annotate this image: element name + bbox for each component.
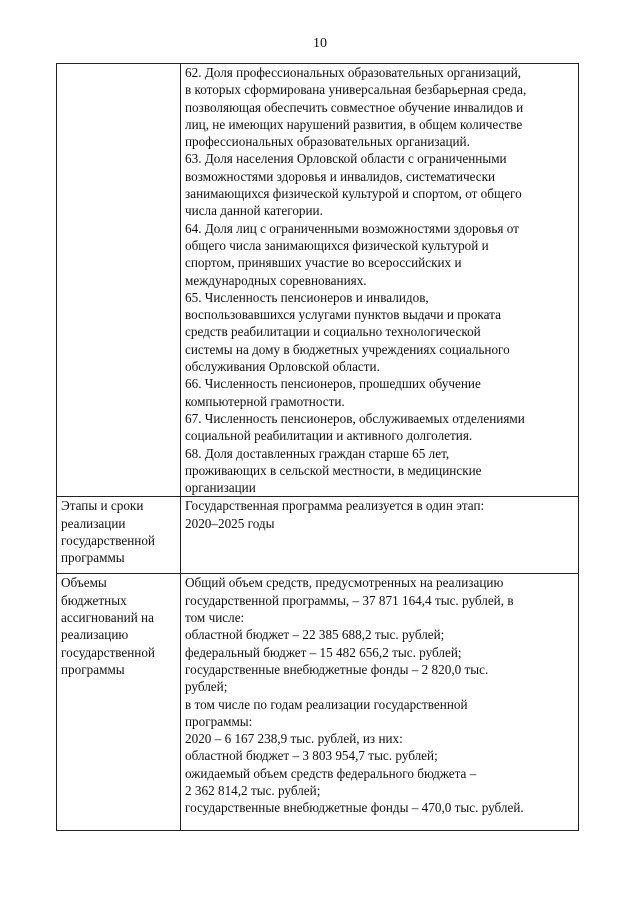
text-line: системы на дому в бюджетных учреждениях социального	[185, 341, 510, 357]
text-line: федеральный бюджет – 15 482 656,2 тыс. рублей;	[185, 644, 462, 660]
label-line: программы	[61, 550, 125, 566]
text-line: областной бюджет – 22 385 688,2 тыс. рублей;	[185, 627, 445, 643]
text-line: 66. Численность пенсионеров, прошедших обучение	[185, 376, 481, 392]
table-row-stages	[57, 497, 579, 574]
text-line: профессиональных образовательных организаций.	[185, 134, 470, 150]
text-line: в которых сформирована универсальная безбарьерная среда,	[185, 82, 527, 98]
text-line: международных соревнованиях.	[185, 272, 367, 288]
stages-label-cell	[57, 497, 181, 574]
label-line: ассигнований на	[61, 610, 154, 626]
funding-content-cell	[181, 574, 579, 831]
text-line: областной бюджет – 3 803 954,7 тыс. рублей;	[185, 748, 438, 764]
label-line: государственной	[61, 644, 155, 660]
row-label-cell-empty	[57, 64, 181, 497]
text-line: компьютерной грамотности.	[185, 393, 345, 409]
text-line: 2020–2025 годы	[185, 515, 275, 531]
text-line: государственные внебюджетные фонды – 470,0 тыс. рублей.	[185, 800, 524, 816]
program-passport-table	[56, 63, 579, 831]
text-line: Общий объем средств, предусмотренных на реализацию	[185, 575, 504, 591]
text-line: 62. Доля профессиональных образовательных организаций,	[185, 65, 522, 80]
text-line: организации	[185, 480, 256, 496]
text-line: общего числа занимающихся физической культурой и	[185, 237, 489, 253]
text-line: ожидаемый объем средств федерального бюджета –	[185, 765, 477, 781]
text-line: программы:	[185, 713, 253, 729]
text-line: спортом, принявших участие во всероссийских и	[185, 255, 462, 271]
text-line: 67. Численность пенсионеров, обслуживаемых отделениями	[185, 410, 525, 426]
text-line: проживающих в сельской местности, в медицинские	[185, 462, 482, 478]
text-line: в том числе по годам реализации государственной	[185, 696, 468, 712]
text-line: социальной реабилитации и активного долголетия.	[185, 428, 473, 444]
text-line: 65. Численность пенсионеров и инвалидов,	[185, 289, 429, 305]
text-line: средств реабилитации и социально технологической	[185, 324, 481, 340]
label-line: государственной	[61, 533, 155, 549]
text-line: 64. Доля лиц с ограниченными возможностями здоровья от	[185, 220, 519, 236]
indicators-list-cell	[181, 64, 579, 497]
text-line: 2 362 814,2 тыс. рублей;	[185, 782, 321, 798]
text-line: 2020 – 6 167 238,9 тыс. рублей, из них:	[185, 731, 403, 747]
text-line: 68. Доля доставленных граждан старше 65 лет,	[185, 445, 450, 461]
label-line: реализации	[61, 515, 126, 531]
label-line: программы	[61, 661, 125, 677]
text-line: воспользовавшихся услугами пунктов выдачи и проката	[185, 307, 501, 323]
label-line: реализацию	[61, 627, 129, 643]
text-line: лиц, не имеющих нарушений развития, в общем количестве	[185, 116, 523, 132]
stages-content-cell	[181, 497, 579, 574]
label-line: Объемы	[61, 575, 107, 591]
table-row-indicators	[57, 64, 579, 497]
text-line: государственной программы, – 37 871 164,4 тыс. рублей, в	[185, 592, 514, 608]
text-line: Государственная программа реализуется в один этап:	[185, 498, 485, 514]
funding-label-cell	[57, 574, 181, 831]
text-line: государственные внебюджетные фонды – 2 820,0 тыс.	[185, 661, 489, 677]
label-line: Этапы и сроки	[61, 498, 144, 514]
page-number: 10	[313, 36, 327, 51]
label-line: бюджетных	[61, 592, 127, 608]
text-line: рублей;	[185, 679, 228, 695]
text-line: 63. Доля населения Орловской области с ограниченными	[185, 151, 507, 167]
text-line: позволяющая обеспечить совместное обучение инвалидов и	[185, 99, 524, 115]
text-line: том числе:	[185, 610, 245, 626]
table-row-funding	[57, 574, 579, 831]
text-line: обслуживания Орловской области.	[185, 359, 380, 375]
text-line: числа данной категории.	[185, 203, 323, 219]
text-line: возможностями здоровья и инвалидов, систематически	[185, 168, 496, 184]
text-line: занимающихся физической культурой и спортом, от общего	[185, 186, 522, 202]
